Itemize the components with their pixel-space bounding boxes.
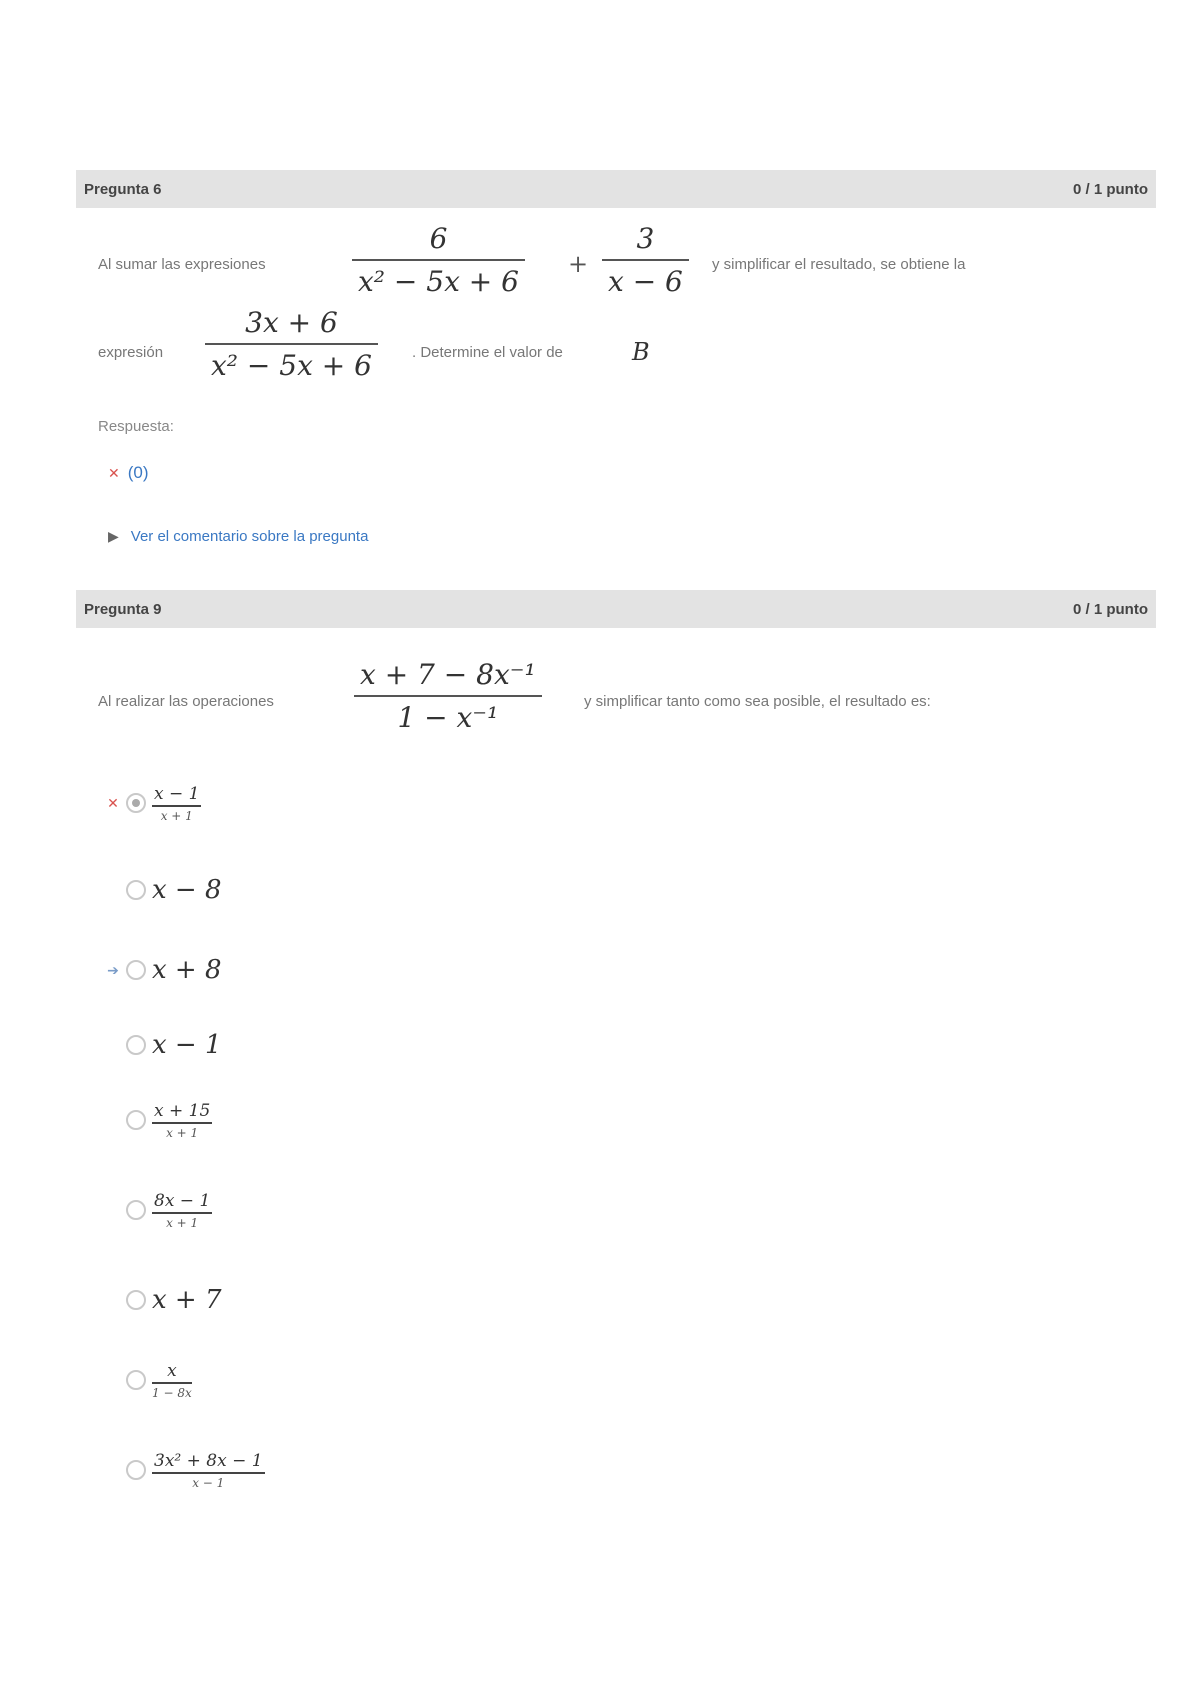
option-expression: x + 7 [152, 1285, 222, 1315]
variable-b: B [632, 338, 650, 366]
question-header [76, 170, 1156, 208]
fraction-2 [602, 222, 689, 298]
radio-button[interactable] [126, 1200, 146, 1220]
option-expression: x − 8 [152, 875, 222, 905]
radio-button[interactable] [126, 880, 146, 900]
fraction-denominator: x² − 5x + 6 [211, 349, 372, 382]
plus-operator: + [568, 250, 589, 278]
question-text: expresión [98, 344, 164, 361]
option-denominator: x + 1 [166, 1125, 199, 1140]
question-header [76, 590, 1156, 628]
fraction-denominator: 1 − x⁻¹ [397, 701, 499, 734]
answer-option[interactable] [100, 1095, 212, 1145]
option-numerator: 8x − 1 [154, 1190, 211, 1211]
correct-arrow-icon: ➔ [107, 961, 119, 978]
question-text: y simplificar tanto como sea posible, el resultado es: [584, 693, 931, 710]
option-numerator: x − 1 [154, 783, 200, 804]
radio-button[interactable] [126, 960, 146, 980]
fraction-expression [354, 658, 542, 734]
question-points: 0 / 1 punto [1073, 180, 1148, 198]
answer-option[interactable] [100, 1445, 265, 1495]
question-text: y simplificar el resultado, se obtiene la [712, 256, 966, 273]
incorrect-icon: ✕ [108, 464, 120, 481]
option-numerator: 3x² + 8x − 1 [154, 1450, 263, 1471]
comment-link[interactable]: Ver el comentario sobre la pregunta [130, 528, 369, 545]
answer-label: Respuesta: [98, 418, 174, 435]
expand-triangle-icon[interactable]: ▶ [108, 528, 119, 544]
option-fraction [152, 1451, 265, 1490]
option-fraction [152, 1101, 212, 1140]
radio-button[interactable] [126, 1460, 146, 1480]
answer-option[interactable] [100, 865, 222, 915]
option-expression: x + 8 [152, 955, 222, 985]
fraction-3 [205, 306, 378, 382]
answer-value: (0) [127, 463, 149, 482]
answer-row [108, 463, 149, 483]
radio-button[interactable] [126, 1370, 146, 1390]
answer-option[interactable] [100, 1185, 212, 1235]
radio-button[interactable] [126, 1035, 146, 1055]
question-text: . Determine el valor de [412, 344, 563, 361]
option-denominator: x − 1 [192, 1475, 225, 1490]
option-fraction [152, 784, 201, 823]
question-number: Pregunta 9 [84, 600, 162, 618]
option-denominator: x + 1 [160, 808, 193, 823]
question-text: Al realizar las operaciones [98, 693, 274, 710]
answer-option[interactable] [100, 1275, 222, 1325]
option-numerator: x + 15 [154, 1100, 211, 1121]
option-numerator: x [167, 1360, 177, 1381]
answer-option[interactable] [100, 778, 201, 828]
option-fraction [152, 1361, 192, 1400]
question-number: Pregunta 6 [84, 180, 162, 198]
answer-option[interactable] [100, 1020, 222, 1070]
radio-button[interactable] [126, 1290, 146, 1310]
answer-option[interactable] [100, 1355, 192, 1405]
radio-button[interactable] [126, 793, 146, 813]
incorrect-icon: ✕ [107, 794, 119, 811]
answer-option[interactable] [100, 945, 222, 995]
fraction-denominator: x² − 5x + 6 [358, 265, 519, 298]
option-fraction [152, 1191, 212, 1230]
option-denominator: 1 − 8x [152, 1385, 192, 1400]
fraction-denominator: x − 6 [608, 265, 683, 298]
option-denominator: x + 1 [166, 1215, 199, 1230]
question-points: 0 / 1 punto [1073, 600, 1148, 618]
fraction-numerator: 3 [636, 222, 655, 255]
fraction-numerator: 6 [429, 222, 448, 255]
question-text: Al sumar las expresiones [98, 256, 266, 273]
fraction-1 [352, 222, 525, 298]
comment-toggle[interactable] [108, 528, 368, 545]
radio-button[interactable] [126, 1110, 146, 1130]
fraction-numerator: x + 7 − 8x⁻¹ [360, 658, 536, 691]
fraction-numerator: 3x + 6 [245, 306, 338, 339]
option-expression: x − 1 [152, 1030, 222, 1060]
